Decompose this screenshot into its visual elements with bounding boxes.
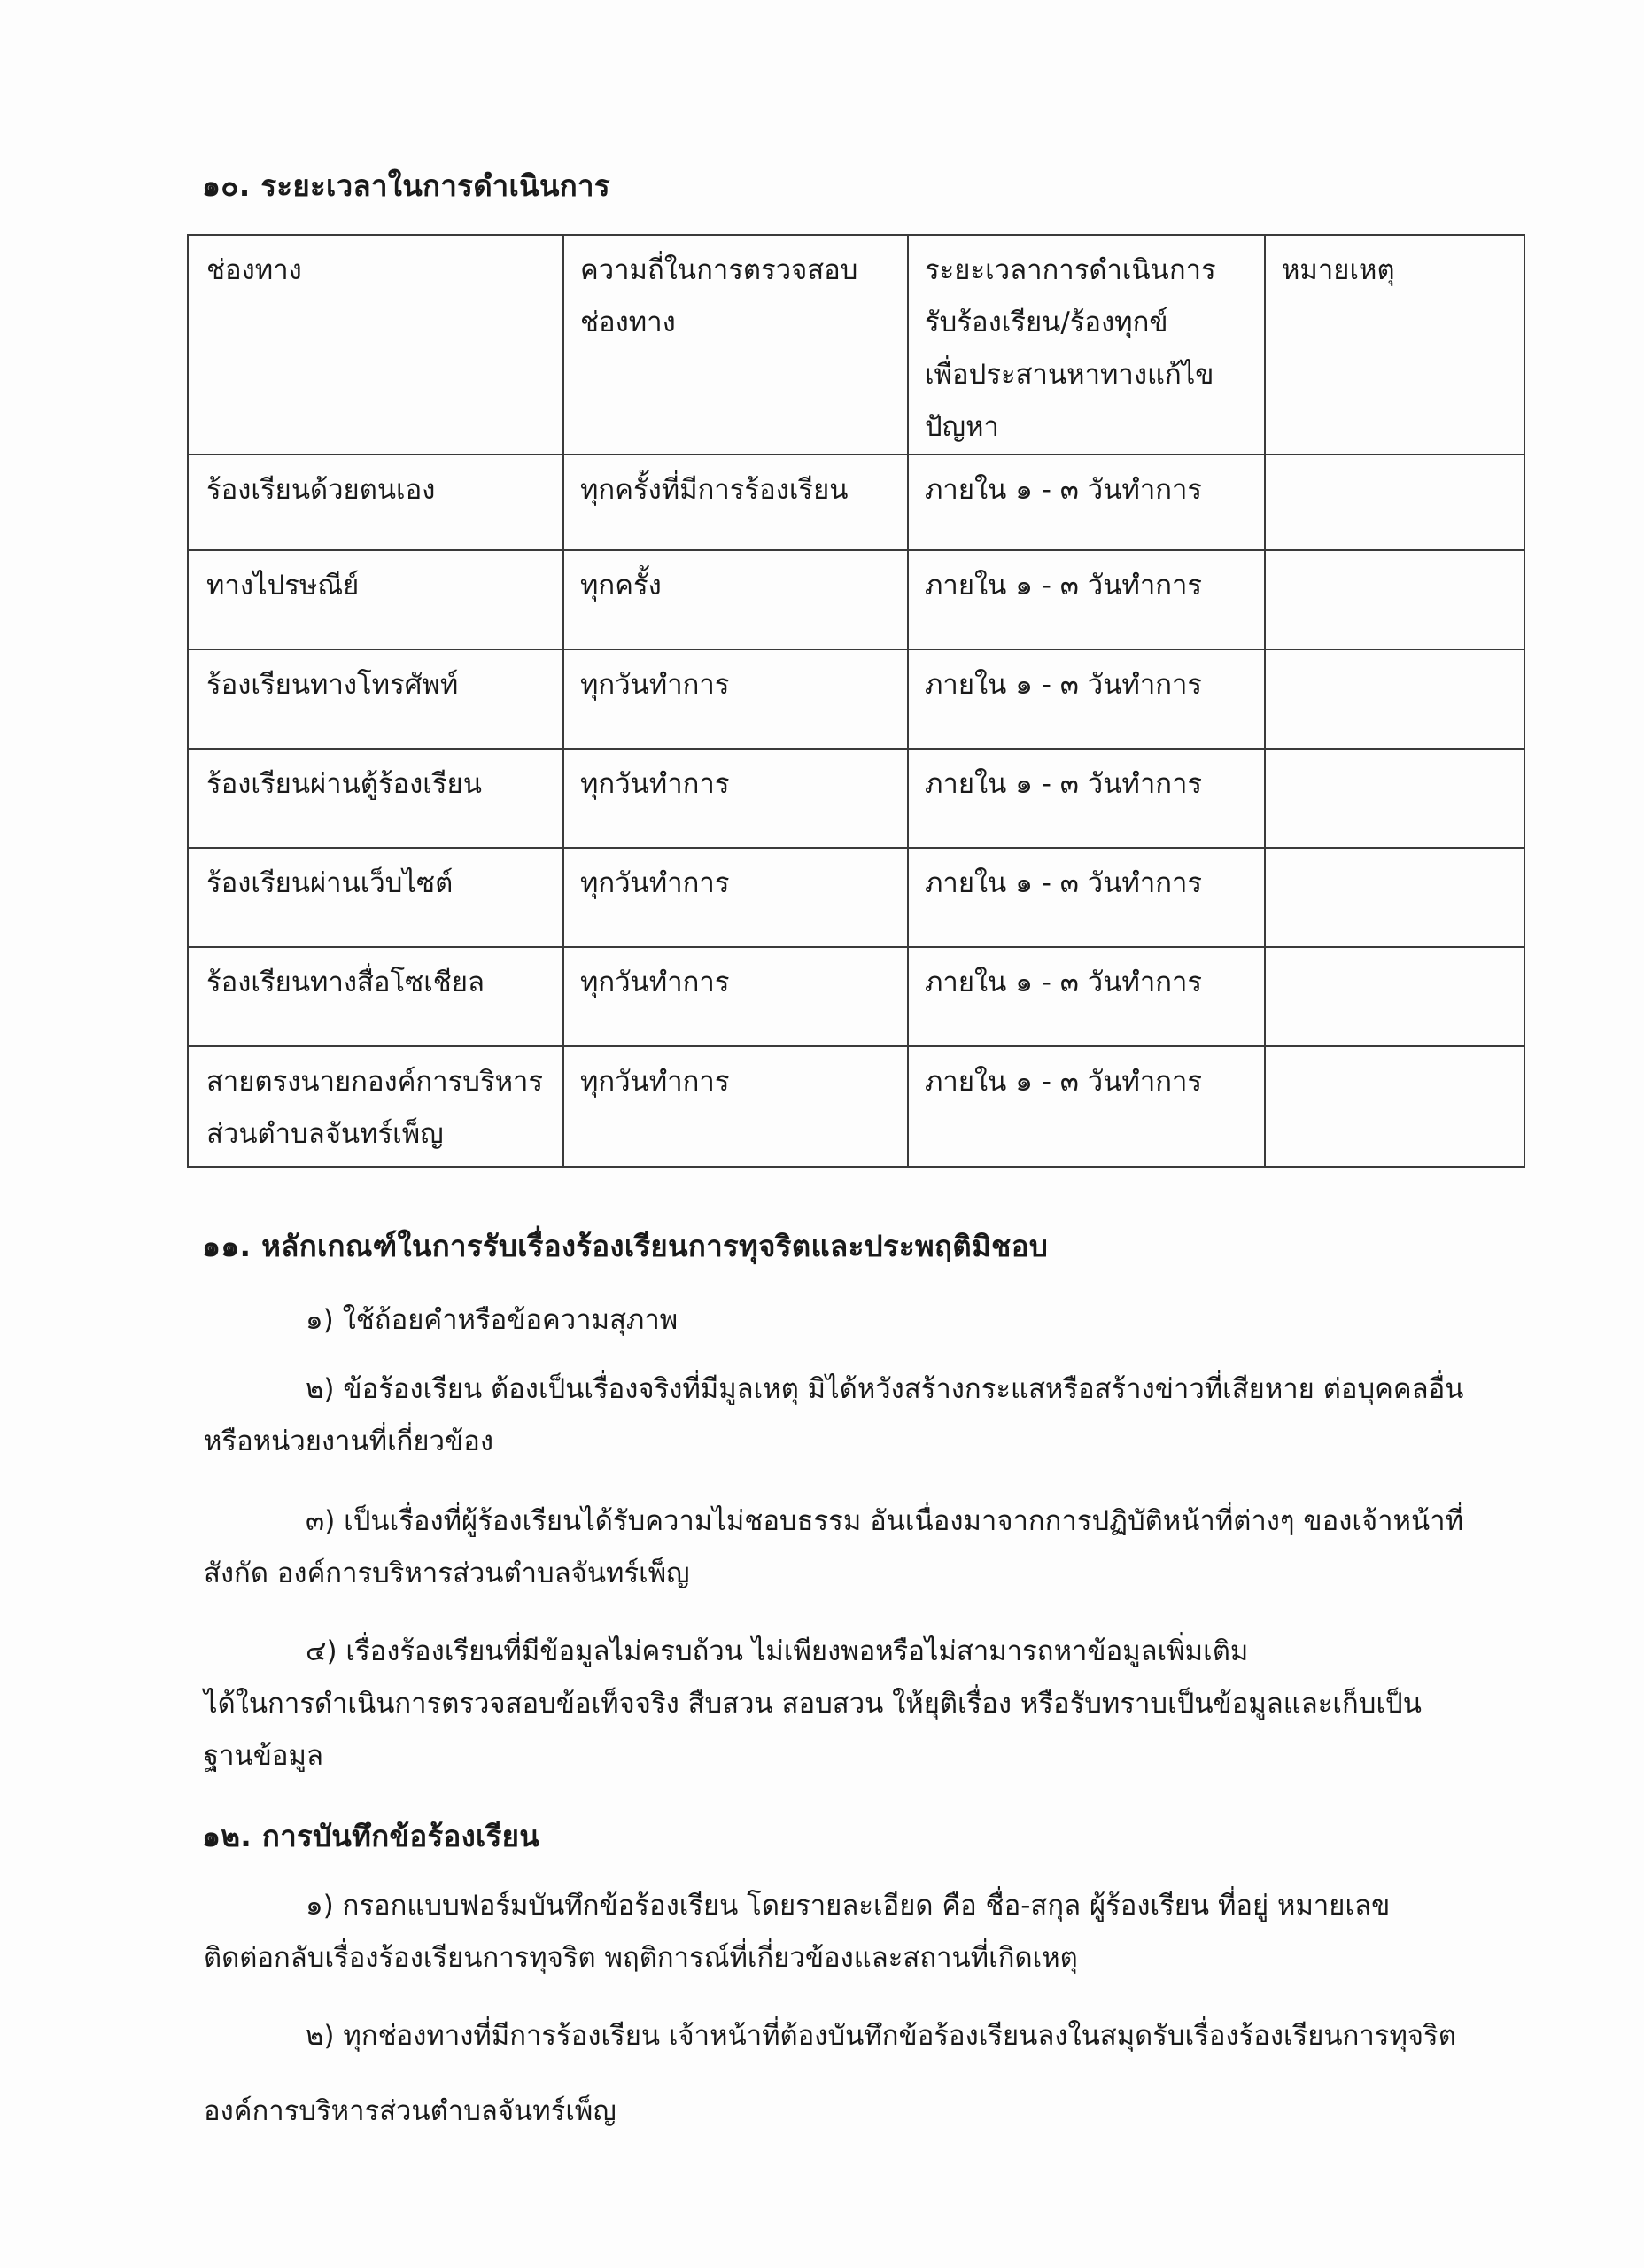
cell-channel (188, 649, 563, 749)
table-header-row (188, 235, 1524, 454)
section-12-heading: ๑๒. การบันทึกข้อร้องเรียน (202, 1819, 540, 1853)
cell-note (1265, 550, 1524, 649)
item-text: ๓) เป็นเรื่องที่ผู้ร้องเรียนได้รับความไม่ชอบธรรม อันเนื่องมาจากการปฏิบัติหน้าที่ต่างๆ ของเจ้าหน้าที่ (306, 1505, 1464, 1537)
header-frequency (563, 235, 908, 454)
cell-duration: ภายใน ๑ - ๓ วันทำการ (908, 848, 1265, 947)
table-row (188, 454, 1524, 550)
cell-channel-text: ทางไปรษณีย์ (206, 570, 360, 602)
section-11-item-1 (204, 1294, 1479, 1347)
item-text: ๑) กรอกแบบฟอร์มบันทึกข้อร้องเรียน โดยรายละเอียด คือ ชื่อ-สกุล ผู้ร้องเรียน ที่อยู่ หมายเลข (306, 1890, 1391, 1922)
cell-frequency: ทุกครั้ง (563, 550, 908, 649)
cell-duration: ภายใน ๑ - ๓ วันทำการ (908, 749, 1265, 848)
cell-duration: ภายใน ๑ - ๓ วันทำการ (908, 454, 1265, 550)
cell-frequency: ทุกครั้งที่มีการร้องเรียน (563, 454, 908, 550)
cell-frequency: ทุกวันทำการ (563, 1046, 908, 1167)
cell-note (1265, 649, 1524, 749)
item-text-cont: หรือหน่วยงานที่เกี่ยวข้อง (204, 1425, 493, 1457)
header-channel (188, 235, 563, 454)
cell-channel (188, 749, 563, 848)
item-text-cont: สังกัด องค์การบริหารส่วนตำบลจันทร์เพ็ญ (204, 1557, 690, 1589)
header-note-text: หมายเหตุ (1282, 254, 1395, 286)
header-duration (908, 235, 1265, 454)
table-row (188, 1046, 1524, 1167)
item-text-cont: องค์การบริหารส่วนตำบลจันทร์เพ็ญ (204, 2095, 616, 2127)
cell-channel (188, 947, 563, 1046)
header-duration-line4: ปัญหา (925, 411, 999, 443)
table-row (188, 848, 1524, 947)
header-note (1265, 235, 1524, 454)
cell-frequency: ทุกวันทำการ (563, 649, 908, 749)
header-duration-line3: เพื่อประสานหาทางแก้ไข (925, 359, 1214, 391)
cell-channel-text: ร้องเรียนด้วยตนเอง (206, 474, 436, 506)
item-text-cont2: ฐานข้อมูล (204, 1740, 323, 1772)
processing-time-table (187, 234, 1525, 1168)
section-11-heading: ๑๑. หลักเกณฑ์ในการรับเรื่องร้องเรียนการทุจริตและประพฤติมิชอบ (202, 1229, 1049, 1263)
section-11-item-4 (204, 1626, 1479, 1783)
item-text: ๔) เรื่องร้องเรียนที่มีข้อมูลไม่ครบถ้วน ไม่เพียงพอหรือไม่สามารถหาข้อมูลเพิ่มเติม (306, 1635, 1249, 1667)
header-duration-line2: รับร้องเรียน/ร้องทุกข์ (925, 307, 1168, 338)
section-11-item-3 (204, 1495, 1479, 1600)
cell-frequency: ทุกวันทำการ (563, 848, 908, 947)
header-frequency-line1: ความถี่ในการตรวจสอบ (580, 254, 858, 286)
table-row (188, 947, 1524, 1046)
cell-channel-line2: ส่วนตำบลจันทร์เพ็ญ (206, 1118, 444, 1150)
cell-channel-line1: สายตรงนายกองค์การบริหาร (206, 1066, 544, 1098)
cell-channel-text: ร้องเรียนผ่านตู้ร้องเรียน (206, 768, 482, 800)
cell-channel-text: ร้องเรียนผ่านเว็บไซต์ (206, 867, 454, 899)
cell-channel (188, 1046, 563, 1167)
header-duration-line1: ระยะเวลาการดำเนินการ (925, 254, 1216, 286)
cell-duration: ภายใน ๑ - ๓ วันทำการ (908, 947, 1265, 1046)
cell-note (1265, 454, 1524, 550)
item-text-cont: ได้ในการดำเนินการตรวจสอบข้อเท็จจริง สืบสวน สอบสวน ให้ยุติเรื่อง หรือรับทราบเป็นข้อมูลและเก็บเป็น (204, 1688, 1422, 1720)
item-text: ๒) ทุกช่องทางที่มีการร้องเรียน เจ้าหน้าที่ต้องบันทึกข้อร้องเรียนลงในสมุดรับเรื่องร้องเรียนการทุจริต (306, 2020, 1456, 2052)
cell-frequency: ทุกวันทำการ (563, 749, 908, 848)
cell-note (1265, 947, 1524, 1046)
cell-channel-text: ร้องเรียนทางโทรศัพท์ (206, 669, 459, 701)
cell-channel (188, 550, 563, 649)
cell-note (1265, 848, 1524, 947)
cell-channel (188, 454, 563, 550)
cell-duration: ภายใน ๑ - ๓ วันทำการ (908, 550, 1265, 649)
cell-duration: ภายใน ๑ - ๓ วันทำการ (908, 1046, 1265, 1167)
cell-note (1265, 749, 1524, 848)
cell-channel (188, 848, 563, 947)
table-row (188, 550, 1524, 649)
item-text: ๒) ข้อร้องเรียน ต้องเป็นเรื่องจริงที่มีมูลเหตุ มิได้หวังสร้างกระแสหรือสร้างข่าวที่เสียหาย ต่อบุคคลอื่น (306, 1373, 1464, 1405)
cell-duration: ภายใน ๑ - ๓ วันทำการ (908, 649, 1265, 749)
table-row (188, 649, 1524, 749)
cell-note (1265, 1046, 1524, 1167)
header-channel-text: ช่องทาง (206, 254, 302, 286)
cell-channel-text: ร้องเรียนทางสื่อโซเชียล (206, 967, 485, 998)
section-12-item-2 (204, 2010, 1479, 2138)
section-12-item-1 (204, 1880, 1479, 1984)
header-frequency-line2: ช่องทาง (580, 307, 676, 338)
cell-frequency: ทุกวันทำการ (563, 947, 908, 1046)
item-text: ๑) ใช้ถ้อยคำหรือข้อความสุภาพ (306, 1304, 679, 1336)
item-text-cont: ติดต่อกลับเรื่องร้องเรียนการทุจริต พฤติการณ์ที่เกี่ยวข้องและสถานที่เกิดเหตุ (204, 1942, 1078, 1974)
table-row (188, 749, 1524, 848)
section-10-heading: ๑๐. ระยะเวลาในการดำเนินการ (202, 168, 610, 203)
section-11-item-2 (204, 1363, 1479, 1468)
